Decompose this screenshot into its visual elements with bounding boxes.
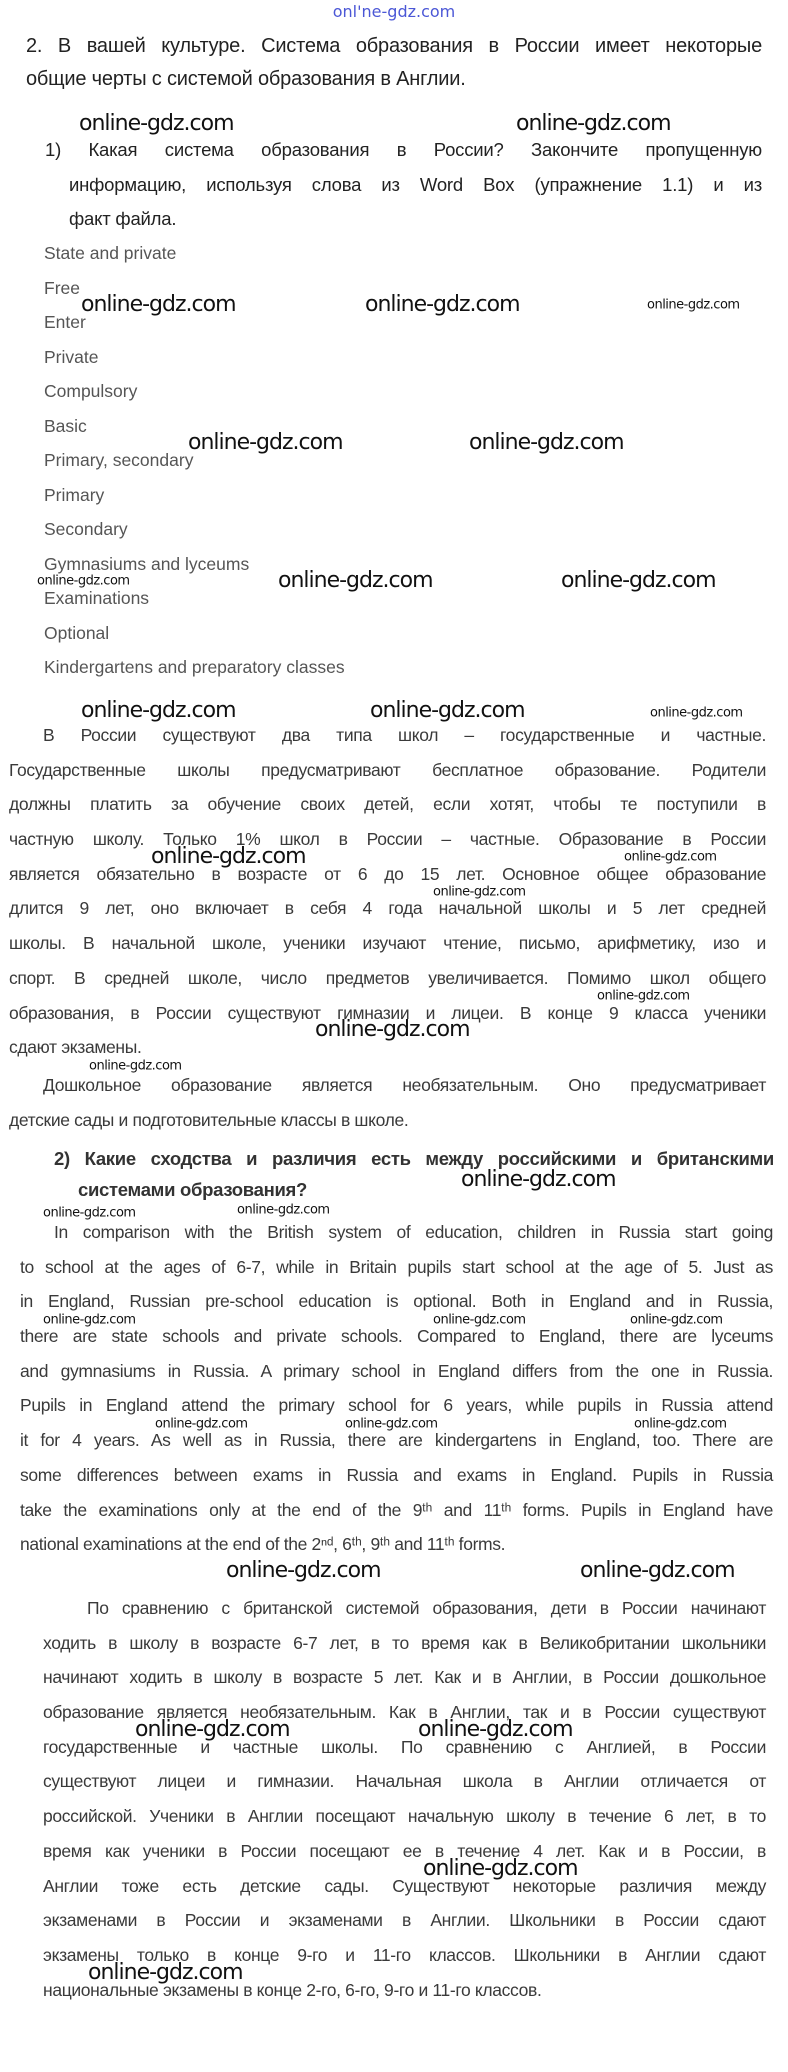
watermark: online-gdz.com [79,111,234,136]
text-line: образование является необязательным. Как в Англии, так и в России существуют [43,1702,766,1723]
text-line: Gymnasiums and lyceums [44,553,250,574]
text-line: образования, в России существуют гимназии и лицеи. В конце 9 класса ученики [9,1002,766,1023]
text-line: Kindergartens and preparatory classes [44,657,345,677]
text-line: системами образования? [78,1179,308,1200]
text-line: and gymnasiums in Russia. A primary school in England differs from the one in Russia. [20,1360,773,1381]
text-line: факт файла. [69,208,177,229]
text-line: State and private [44,243,177,263]
watermark: online-gdz.com [433,884,526,899]
text-line: Primary [44,484,105,505]
watermark: online-gdz.com [37,573,130,589]
text-line: Optional [44,622,110,643]
text-line: some differences between exams in Russia and exams in England. Pupils in Russia [20,1464,773,1485]
watermark: online-gdz.com [43,1312,136,1327]
text-line: in England, Russian pre-school education is optional. Both in England and in Russia, [20,1291,773,1312]
watermark: online-gdz.com [630,1312,723,1327]
text-line: национальные экзамены в конце 2-го, 6-го, 9-го и 11-го классов. [43,1979,542,2000]
watermark: online-gdz.com [647,297,740,313]
text-line: частную школу. Только 1% школ в России – частные. Образование в России [9,829,766,850]
text-line: Enter [44,312,86,332]
text-line: Государственные школы предусматривают бесплатное образование. Родители [9,759,766,780]
text-line: it for 4 years. As well as in Russia, there are kindergartens in England, too. There are [20,1430,773,1451]
watermark: online-gdz.com [135,1716,290,1742]
watermark: online-gdz.com [278,568,433,593]
text-line: информацию, используя слова из Word Box (упражнение 1.1) и из [69,173,762,195]
watermark: online-gdz.com [81,292,236,317]
watermark: online-gdz.com [516,111,671,136]
watermark: online-gdz.com [345,1416,438,1431]
text-line: Private [44,346,99,367]
watermark: online-gdz.com [433,1312,526,1327]
watermark: online-gdz.com [43,1205,136,1221]
watermark: online-gdz.com [650,705,743,721]
text-line: государственные и частные школы. По сравнению с Англией, в России [43,1736,766,1757]
watermark: online-gdz.com [561,568,716,593]
watermark: online-gdz.com [461,1167,616,1192]
text-line: Англии тоже есть детские сады. Существуют некоторые различия между [43,1875,766,1896]
text-line: должны платить за обучение своих детей, если хотят, чтобы те поступили в [9,794,766,815]
text-line: В России существуют два типа школ – государственные и частные. [43,725,766,745]
watermark: online-gdz.com [365,292,520,317]
watermark: online-gdz.com [155,1416,248,1431]
paragraph-russian-2 [9,1068,766,1137]
text-line: экзаменами в России и экзаменами в Англии. Школьники в России сдают [43,1910,766,1931]
watermark: online-gdz.com [237,1202,330,1218]
text-line: российской. Ученики в Англии посещают начальную школу в течение 6 лет, в то [43,1806,766,1827]
text-line: Дошкольное образование является необязательным. Оно предусматривает [43,1075,766,1095]
text-line: 2) Какие сходства и различия есть между российскими и британскими [54,1148,774,1169]
text-line: Secondary [44,519,128,539]
paragraph-english [20,1215,773,1562]
text-line: является обязательно в возрасте от 6 до 15 лет. Основное общее образование [9,863,766,884]
watermark: online-gdz.com [315,1017,470,1042]
text-line: длится 9 лет, оно включает в себя 4 года начальной школы и 5 лет средней [9,898,766,919]
site-logo: onl'ne-gdz.com [332,2,456,21]
text-line: Compulsory [44,381,138,401]
text-line: In comparison with the British system of education, children in Russia start going [54,1222,773,1242]
text-line: national examinations at the end of the 2ⁿᵈ, 6ᵗʰ, 9ᵗʰ and 11ᵗʰ forms. [20,1534,506,1555]
text-line: время как ученики в России посещают ее в течение 4 лет. Как и в России, в [43,1840,766,1861]
text-line: существуют лицеи и гимназии. Начальная школа в Англии отличается от [43,1771,766,1792]
text-line: ходить в школу в возрасте 6-7 лет, в то время как в Великобритании школьники [43,1632,766,1653]
watermark: online-gdz.com [634,1416,727,1431]
paragraph-russian-1 [9,718,766,1065]
text-line: спорт. В средней школе, число предметов увеличивается. Помимо школ общего [9,967,766,988]
watermark: online-gdz.com [188,430,343,455]
text-line: Basic [44,415,87,436]
question-2 [54,1143,774,1205]
text-line: Primary, secondary [44,450,194,470]
text-line: there are state schools and private schools. Compared to England, there are lyceums [20,1326,773,1347]
watermark: online-gdz.com [81,698,236,723]
watermark: online-gdz.com [423,1855,578,1881]
watermark: online-gdz.com [597,988,690,1004]
text-line: начинают ходить в школу в возрасте 5 лет. Как и в Англии, в России дошкольное [43,1667,766,1688]
watermark: online-gdz.com [88,1959,243,1985]
watermark: online-gdz.com [580,1558,735,1583]
paragraph-russian-3 [43,1591,766,2007]
text-line: to school at the ages of 6-7, while in Britain pupils start school at the age of 5. Just as [20,1256,773,1277]
text-line: общие черты с системой образования в Англии. [26,68,466,90]
text-line: школы. В начальной школе, ученики изучают чтение, письмо, арифметику, изо и [9,933,766,954]
watermark: online-gdz.com [226,1558,381,1583]
question-1 [45,133,762,237]
text-line: 1) Какая система образования в России? Закончите пропущенную [45,139,762,160]
text-line: детские сады и подготовительные классы в школе. [9,1109,409,1130]
text-line: Pupils in England attend the primary school for 6 years, while pupils in Russia attend [20,1395,773,1416]
text-line: take the examinations only at the end of the 9ᵗʰ and 11ᵗʰ forms. Pupils in England have [20,1499,773,1520]
text-line: сдают экзамены. [9,1037,142,1058]
text-line: Free [44,277,80,298]
watermark: online-gdz.com [370,698,525,723]
text-line: Examinations [44,588,150,608]
task-title [26,30,762,96]
watermark: online-gdz.com [624,849,717,865]
watermark: online-gdz.com [418,1716,573,1742]
text-line: 2. В вашей культуре. Система образования в России имеет некоторые [26,35,762,57]
text-line: экзамены только в конце 9-го и 11-го классов. Школьники в Англии сдают [43,1944,766,1965]
watermark: online-gdz.com [151,844,306,869]
text-line: По сравнению с британской системой образования, дети в России начинают [87,1598,766,1618]
watermark: online-gdz.com [89,1058,182,1074]
watermark: online-gdz.com [469,430,624,455]
